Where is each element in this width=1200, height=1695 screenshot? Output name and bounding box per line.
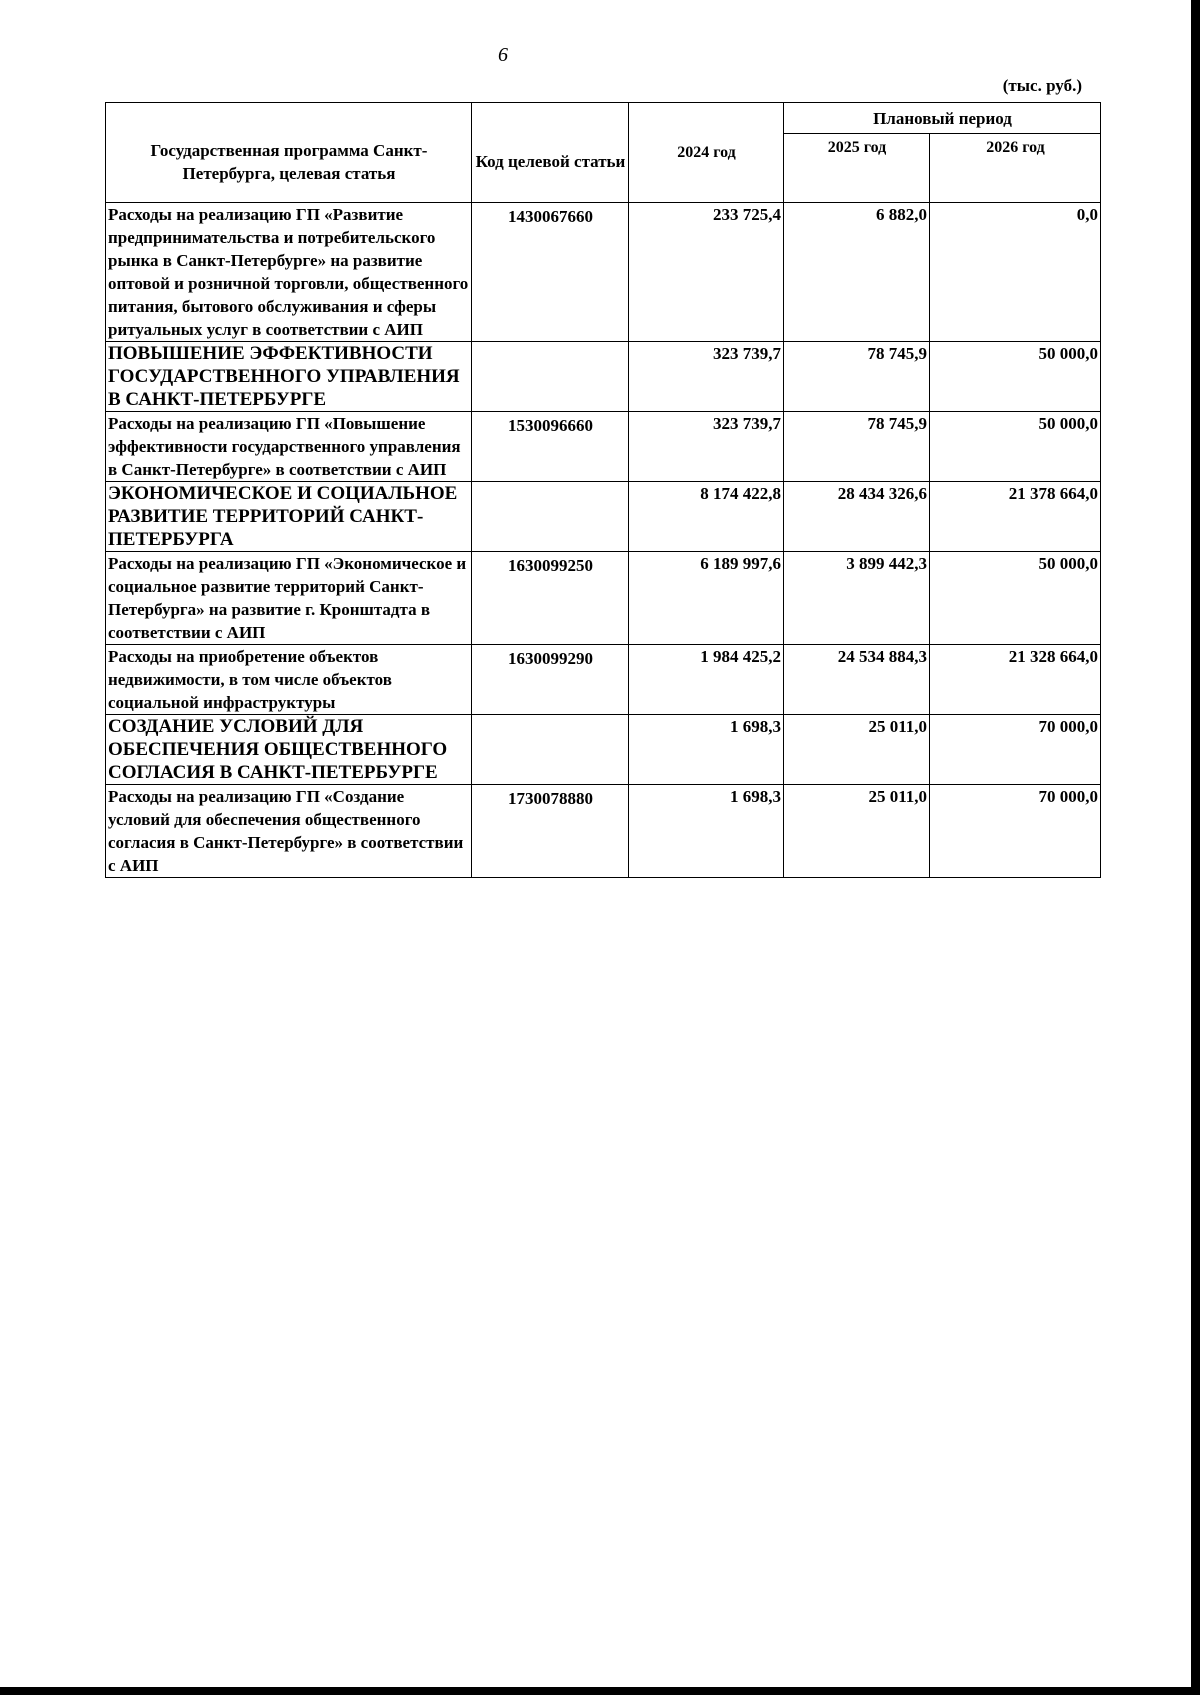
target-code: 1430067660	[472, 203, 629, 342]
table-row	[106, 645, 1101, 715]
header-program: Государственная программа Санкт-Петербурга, целевая статья	[106, 103, 472, 203]
amount-2024: 6 189 997,6	[629, 552, 784, 645]
amount-2024: 233 725,4	[629, 203, 784, 342]
scan-edge-bottom	[0, 1687, 1200, 1695]
program-name: Расходы на реализацию ГП «Экономическое и социальное развитие территорий Санкт-Петербурга» на развитие г. Кронштадта в соответствии с АИП	[106, 552, 472, 645]
table-body	[106, 203, 1101, 878]
table-row	[106, 412, 1101, 482]
amount-2024: 8 174 422,8	[629, 482, 784, 552]
target-code: 1630099250	[472, 552, 629, 645]
amount-2026: 50 000,0	[930, 412, 1101, 482]
header-planned-period: Плановый период	[784, 103, 1101, 134]
amount-2026: 21 328 664,0	[930, 645, 1101, 715]
amount-2025: 78 745,9	[784, 342, 930, 412]
amount-2024: 1 984 425,2	[629, 645, 784, 715]
amount-2026: 70 000,0	[930, 785, 1101, 878]
program-name: Расходы на реализацию ГП «Создание условий для обеспечения общественного согласия в Санкт-Петербурге» в соответствии с АИП	[106, 785, 472, 878]
target-code	[472, 715, 629, 785]
program-name: Расходы на реализацию ГП «Развитие предпринимательства и потребительского рынка в Санкт-Петербурге» на развитие оптовой и розничной торговли, общественного питания, бытового обслуживания и сферы ритуальных услуг в соответствии с АИП	[106, 203, 472, 342]
target-code: 1730078880	[472, 785, 629, 878]
amount-2025: 25 011,0	[784, 715, 930, 785]
amount-2026: 70 000,0	[930, 715, 1101, 785]
target-code	[472, 482, 629, 552]
header-2025: 2025 год	[784, 134, 930, 203]
program-name: Расходы на реализацию ГП «Повышение эффективности государственного управления в Санкт-Петербурге» в соответствии с АИП	[106, 412, 472, 482]
amount-2026: 0,0	[930, 203, 1101, 342]
header-2026: 2026 год	[930, 134, 1101, 203]
amount-2025: 24 534 884,3	[784, 645, 930, 715]
header-row-1	[106, 103, 1101, 134]
amount-2024: 323 739,7	[629, 342, 784, 412]
amount-2024: 1 698,3	[629, 715, 784, 785]
amount-2025: 25 011,0	[784, 785, 930, 878]
amount-2026: 50 000,0	[930, 342, 1101, 412]
table-row	[106, 203, 1101, 342]
table-row	[106, 715, 1101, 785]
amount-2026: 50 000,0	[930, 552, 1101, 645]
program-name: ПОВЫШЕНИЕ ЭФФЕКТИВНОСТИ ГОСУДАРСТВЕННОГО УПРАВЛЕНИЯ В САНКТ-ПЕТЕРБУРГЕ	[106, 342, 472, 412]
units-label: (тыс. руб.)	[1002, 76, 1082, 95]
budget-table	[105, 102, 1101, 878]
amount-2024: 323 739,7	[629, 412, 784, 482]
scan-edge-right	[1191, 0, 1200, 1695]
amount-2026: 21 378 664,0	[930, 482, 1101, 552]
table-row	[106, 482, 1101, 552]
header-code: Код целевой статьи	[472, 103, 629, 203]
target-code	[472, 342, 629, 412]
table-row	[106, 552, 1101, 645]
header-2024: 2024 год	[629, 103, 784, 203]
program-name: ЭКОНОМИЧЕСКОЕ И СОЦИАЛЬНОЕ РАЗВИТИЕ ТЕРРИТОРИЙ САНКТ-ПЕТЕРБУРГА	[106, 482, 472, 552]
target-code: 1530096660	[472, 412, 629, 482]
amount-2025: 28 434 326,6	[784, 482, 930, 552]
target-code: 1630099290	[472, 645, 629, 715]
table-row	[106, 342, 1101, 412]
amount-2025: 3 899 442,3	[784, 552, 930, 645]
amount-2024: 1 698,3	[629, 785, 784, 878]
program-name: Расходы на приобретение объектов недвижимости, в том числе объектов социальной инфраструктуры	[106, 645, 472, 715]
program-name: СОЗДАНИЕ УСЛОВИЙ ДЛЯ ОБЕСПЕЧЕНИЯ ОБЩЕСТВЕННОГО СОГЛАСИЯ В САНКТ-ПЕТЕРБУРГЕ	[106, 715, 472, 785]
page-number: 6	[498, 44, 508, 66]
amount-2025: 6 882,0	[784, 203, 930, 342]
amount-2025: 78 745,9	[784, 412, 930, 482]
table-row	[106, 785, 1101, 878]
